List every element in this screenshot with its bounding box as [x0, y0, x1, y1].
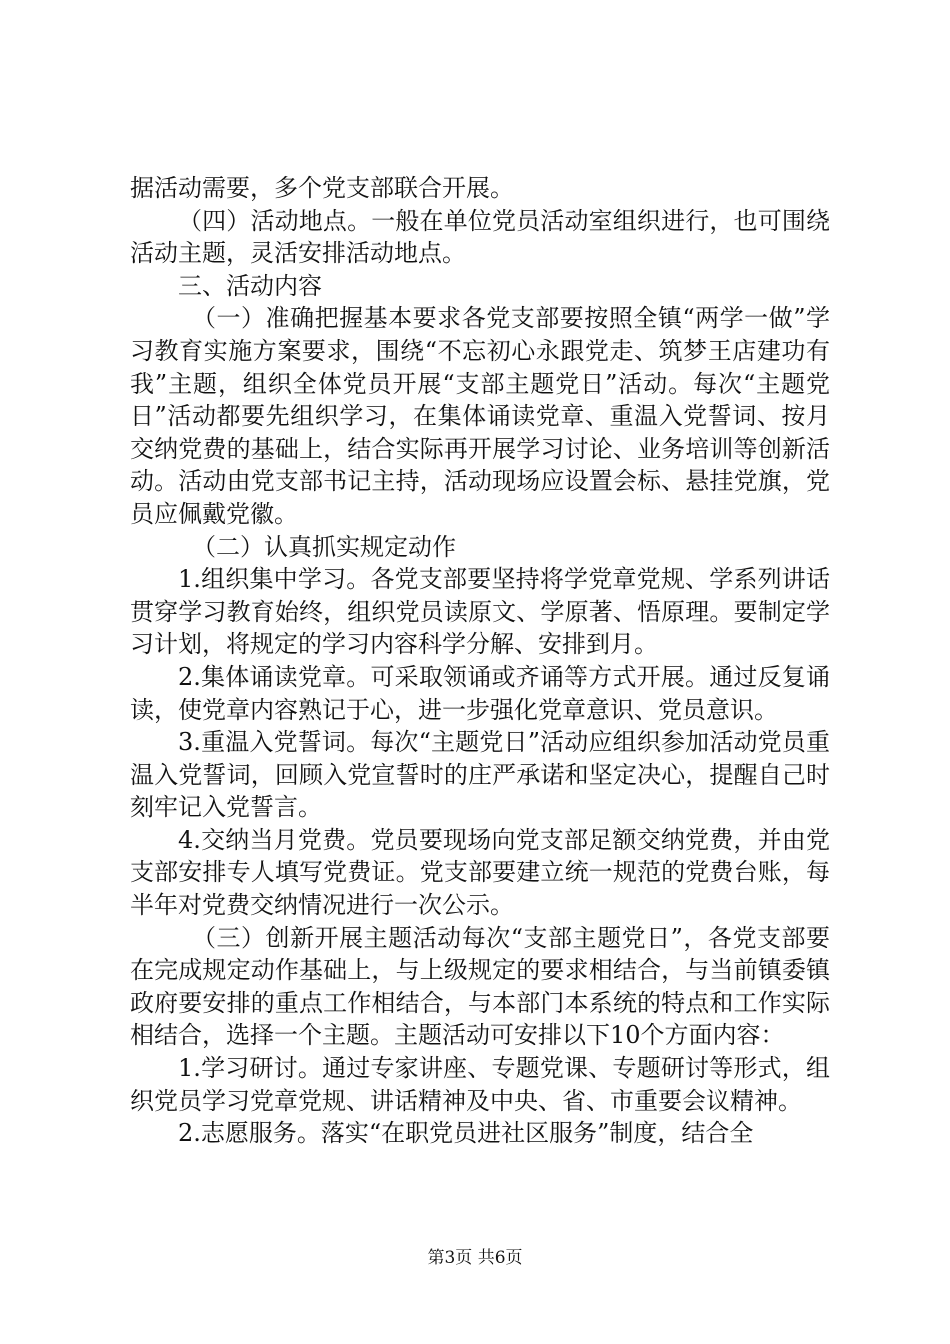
document-body	[130, 172, 830, 1150]
paragraph-continuation: 据活动需要，多个党支部联合开展。	[130, 174, 514, 202]
section-heading-activity-content: 三、活动内容	[178, 271, 322, 300]
paragraph-study-discussion: 1.学习研讨。通过专家讲座、专题党课、专题研讨等形式，组织党员学习党章党规、讲话精神及中央、省、市重要会议精神。	[130, 1054, 830, 1115]
paragraph-innovative-activities: （三）创新开展主题活动每次“支部主题党日”，各党支部要在完成规定动作基础上，与上级规定的要求相结合，与当前镇委镇政府要安排的重点工作相结合，与本部门本系统的特点和工作实际相结合，选择一个主题。主题活动可安排以下10个方面内容：	[130, 923, 830, 1050]
paragraph-pay-dues: 4.交纳当月党费。党员要现场向党支部足额交纳党费，并由党支部安排专人填写党费证。党支部要建立统一规范的党费台账，每半年对党费交纳情况进行一次公示。	[130, 825, 830, 920]
paragraph-activity-location: （四）活动地点。一般在单位党员活动室组织进行，也可围绕活动主题，灵活安排活动地点。	[130, 206, 830, 268]
subheading-required-actions: （二）认真抓实规定动作	[192, 532, 456, 561]
paragraph-basic-requirements: （一）准确把握基本要求各党支部要按照全镇“两学一做”学习教育实施方案要求，围绕“不忘初心永跟党走、筑梦王店建功有我”主题，组织全体党员开展“支部主题党日”活动。每次“主题党日”活动都要先组织学习，在集体诵读党章、重温入党誓词、按月交纳党费的基础上，结合实际再开展学习讨论、业务培训等创新活动。活动由党支部书记主持，活动现场应设置会标、悬挂党旗，党员应佩戴党徽。	[130, 304, 830, 528]
paragraph-centralized-study: 1.组织集中学习。各党支部要坚持将学党章党规、学系列讲话贯穿学习教育始终，组织党员读原文、学原著、悟原理。要制定学习计划，将规定的学习内容科学分解、安排到月。	[130, 565, 830, 659]
page-footer: 第3页 共6页	[427, 1248, 523, 1268]
paragraph-volunteer-service: 2.志愿服务。落实“在职党员进社区服务”制度，结合全	[178, 1119, 754, 1148]
paragraph-recite-charter: 2.集体诵读党章。可采取领诵或齐诵等方式开展。通过反复诵读，使党章内容熟记于心，进一步强化党章意识、党员意识。	[130, 662, 830, 724]
paragraph-renew-oath: 3.重温入党誓词。每次“主题党日”活动应组织参加活动党员重温入党誓词，回顾入党宣誓时的庄严承诺和坚定决心，提醒自己时刻牢记入党誓言。	[130, 728, 830, 822]
